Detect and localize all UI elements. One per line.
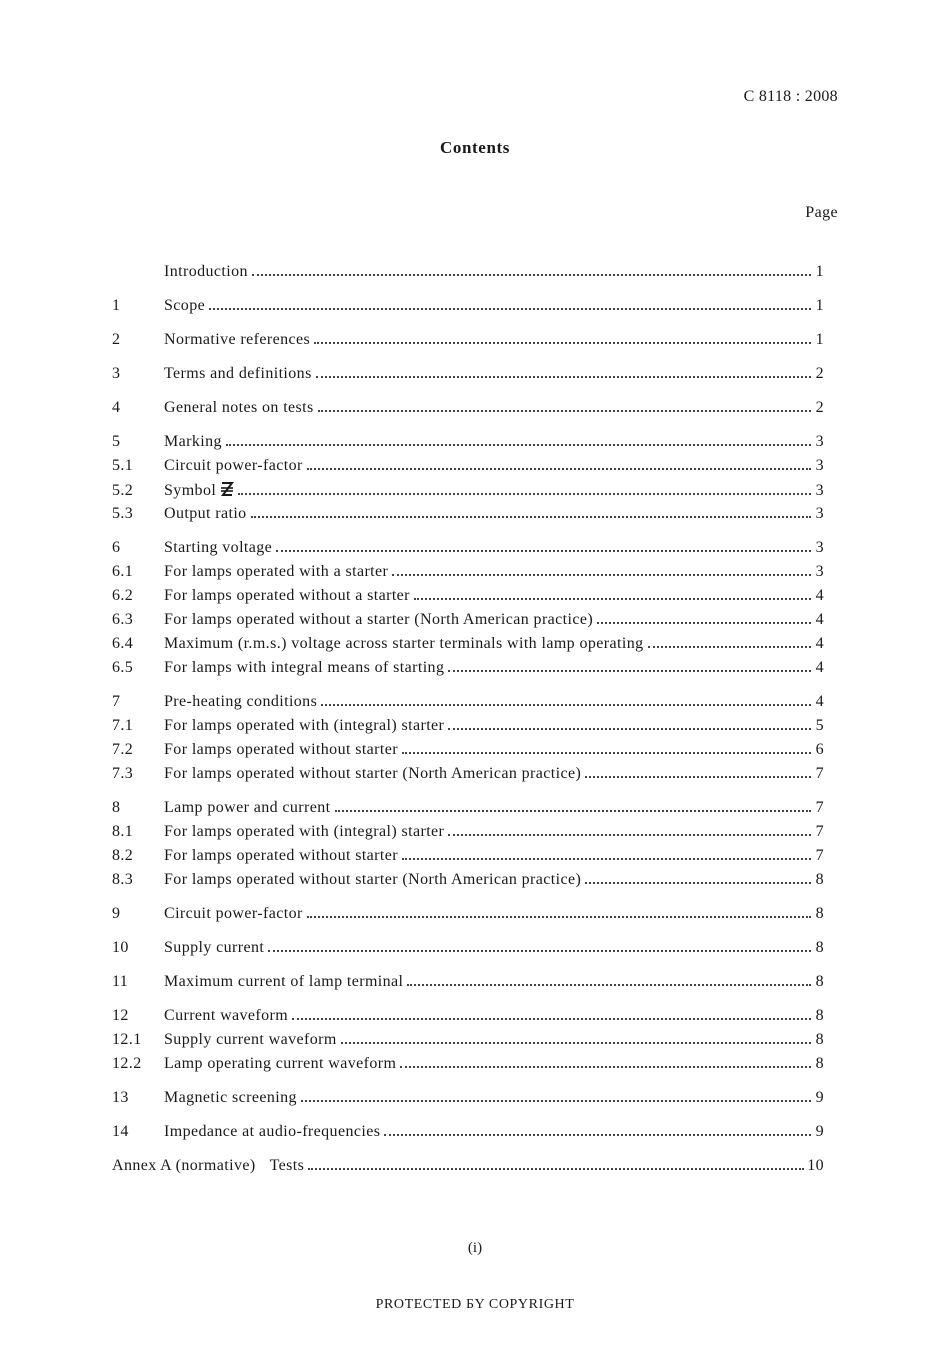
toc-entry[interactable] <box>112 1031 824 1055</box>
toc-entry-page: 8 <box>815 1055 824 1072</box>
toc-entry-number: 12 <box>112 1007 129 1024</box>
dot-leader <box>414 598 811 600</box>
toc-entry-title: For lamps operated with (integral) starter <box>164 823 445 840</box>
toc-entry-number: 8.1 <box>112 823 134 840</box>
toc-entry-number: 14 <box>112 1123 129 1140</box>
toc-entry-title: Maximum (r.m.s.) voltage across starter terminals with lamp operating <box>164 635 644 652</box>
toc-entry-page: 4 <box>815 587 824 604</box>
toc-entry[interactable] <box>112 1123 824 1147</box>
annex-title: Tests <box>269 1157 305 1174</box>
toc-entry-title: Lamp operating current waveform <box>164 1055 397 1072</box>
toc-entry-page: 4 <box>815 635 824 652</box>
dot-leader <box>341 1042 811 1044</box>
toc-entry-page: 7 <box>815 823 824 840</box>
toc-entry-page: 2 <box>815 399 824 416</box>
toc-entry-number: 6.5 <box>112 659 134 676</box>
toc-entry[interactable] <box>112 823 824 847</box>
dot-leader <box>301 1100 811 1102</box>
page-numeral: (i) <box>467 1240 483 1256</box>
toc-entry-title: Starting voltage <box>164 539 273 556</box>
toc-entry-number: 3 <box>112 365 121 382</box>
copyright-notice: PROTECTED БY COPYRIGHT <box>375 1297 575 1312</box>
toc-entry[interactable] <box>112 587 824 611</box>
toc-entry-page: 5 <box>815 717 824 734</box>
dot-leader <box>251 516 811 518</box>
table-of-contents <box>112 263 824 1181</box>
dot-leader <box>448 670 811 672</box>
toc-entry-page: 8 <box>815 905 824 922</box>
toc-entry-page: 4 <box>815 693 824 710</box>
toc-entry[interactable] <box>112 263 824 287</box>
toc-entry-page: 4 <box>815 659 824 676</box>
dot-leader <box>402 858 811 860</box>
toc-entry-page: 7 <box>815 765 824 782</box>
toc-annex-entry[interactable] <box>112 1157 824 1181</box>
toc-entry-page: 1 <box>815 331 824 348</box>
toc-entry-number: 5 <box>112 433 121 450</box>
toc-entry-number: 7.1 <box>112 717 134 734</box>
toc-entry[interactable] <box>112 659 824 683</box>
toc-entry[interactable] <box>112 297 824 321</box>
toc-entry-number: 4 <box>112 399 121 416</box>
toc-entry-page: 8 <box>815 871 824 888</box>
toc-entry-title: Lamp power and current <box>164 799 331 816</box>
dot-leader <box>448 834 811 836</box>
toc-entry-number: 6.3 <box>112 611 134 628</box>
toc-entry[interactable] <box>112 365 824 389</box>
toc-entry-title: Introduction <box>164 263 248 280</box>
toc-entry-number: 12.1 <box>112 1031 142 1048</box>
dot-leader <box>252 274 811 276</box>
toc-entry[interactable] <box>112 905 824 929</box>
dot-leader <box>316 376 811 378</box>
toc-entry[interactable] <box>112 1055 824 1079</box>
toc-entry-number: 12.2 <box>112 1055 142 1072</box>
toc-entry-page: 3 <box>815 505 824 522</box>
dot-leader <box>308 1168 804 1170</box>
toc-entry-number: 6.4 <box>112 635 134 652</box>
toc-entry-page: 3 <box>815 539 824 556</box>
dot-leader <box>307 468 811 470</box>
dot-leader <box>238 493 811 495</box>
page-column-heading: Page <box>805 204 838 221</box>
toc-entry-number: 1 <box>112 297 121 314</box>
toc-entry-number: 5.3 <box>112 505 134 522</box>
toc-entry-title: General notes on tests <box>164 399 314 416</box>
toc-entry[interactable] <box>112 399 824 423</box>
toc-entry-title: Terms and definitions <box>164 365 312 382</box>
toc-entry-number: 6.1 <box>112 563 134 580</box>
toc-entry[interactable] <box>112 539 824 563</box>
toc-entry-title: For lamps with integral means of starting <box>164 659 445 676</box>
toc-entry-title: For lamps operated without starter <box>164 847 398 864</box>
dot-leader <box>597 622 811 624</box>
toc-entry-number: 5.2 <box>112 482 134 499</box>
document-code: C 8118 : 2008 <box>743 88 838 105</box>
dot-leader <box>318 410 811 412</box>
toc-entry-number: 13 <box>112 1089 129 1106</box>
toc-entry-title: Normative references <box>164 331 311 348</box>
dot-leader <box>585 776 811 778</box>
dot-leader <box>314 342 811 344</box>
toc-entry-page: 8 <box>815 973 824 990</box>
toc-entry-title: Scope <box>164 297 206 314</box>
dot-leader <box>321 704 811 706</box>
toc-entry-page: 8 <box>815 1007 824 1024</box>
toc-entry-page: 1 <box>815 263 824 280</box>
toc-entry-page: 1 <box>815 297 824 314</box>
dot-leader <box>292 1018 811 1020</box>
toc-entry[interactable] <box>112 939 824 963</box>
toc-entry-title: Current waveform <box>164 1007 289 1024</box>
toc-entry-title: Magnetic screening <box>164 1089 297 1106</box>
toc-entry-title: Output ratio <box>164 505 247 522</box>
toc-entry[interactable] <box>112 563 824 587</box>
toc-entry-number: 8.2 <box>112 847 134 864</box>
toc-entry[interactable] <box>112 481 824 505</box>
toc-entry-title: For lamps operated without a starter <box>164 587 410 604</box>
toc-entry-page: 3 <box>815 433 824 450</box>
dot-leader <box>226 444 811 446</box>
toc-entry-title: Symbol <box>164 482 217 499</box>
toc-entry-number: 2 <box>112 331 121 348</box>
dot-leader <box>448 728 811 730</box>
toc-entry-page: 9 <box>815 1089 824 1106</box>
page-title: Contents <box>440 138 510 157</box>
dot-leader <box>402 752 811 754</box>
toc-entry-number: 11 <box>112 973 129 990</box>
toc-entry[interactable] <box>112 741 824 765</box>
dot-leader <box>407 984 811 986</box>
toc-entry-title: For lamps operated without starter (North American practice) <box>164 871 582 888</box>
toc-entry-number: 9 <box>112 905 121 922</box>
dot-leader <box>585 882 811 884</box>
toc-entry-title: Circuit power-factor <box>164 457 303 474</box>
dot-leader <box>307 916 811 918</box>
toc-entry-page: 3 <box>815 563 824 580</box>
toc-entry-number: 5.1 <box>112 457 134 474</box>
toc-entry[interactable] <box>112 717 824 741</box>
toc-entry-title: Circuit power-factor <box>164 905 303 922</box>
toc-entry-title: Supply current waveform <box>164 1031 337 1048</box>
toc-entry-title: Maximum current of lamp terminal <box>164 973 404 990</box>
toc-entry[interactable] <box>112 635 824 659</box>
toc-entry[interactable] <box>112 973 824 997</box>
toc-entry-number: 6.2 <box>112 587 134 604</box>
toc-entry-number: 6 <box>112 539 121 556</box>
toc-entry[interactable] <box>112 433 824 457</box>
toc-entry-title: For lamps operated without a starter (North American practice) <box>164 611 594 628</box>
toc-entry-page: 3 <box>815 457 824 474</box>
toc-entry[interactable] <box>112 331 824 355</box>
toc-entry-title: For lamps operated without starter <box>164 741 398 758</box>
toc-entry[interactable] <box>112 847 824 871</box>
dot-leader <box>276 550 811 552</box>
toc-entry-number: 7.3 <box>112 765 134 782</box>
toc-entry-number: 8.3 <box>112 871 134 888</box>
toc-entry-page: 6 <box>815 741 824 758</box>
toc-entry-page: 2 <box>815 365 824 382</box>
toc-entry-title: For lamps operated with a starter <box>164 563 389 580</box>
toc-entry[interactable] <box>112 457 824 481</box>
toc-entry-page: 4 <box>815 611 824 628</box>
toc-entry-title: Pre-heating conditions <box>164 693 318 710</box>
toc-entry-title: For lamps operated with (integral) starter <box>164 717 445 734</box>
toc-entry-page: 7 <box>815 799 824 816</box>
toc-entry-number: 8 <box>112 799 121 816</box>
toc-entry-number: 7.2 <box>112 741 134 758</box>
dot-leader <box>209 308 811 310</box>
toc-entry-page: 3 <box>815 482 824 499</box>
toc-entry[interactable] <box>112 799 824 823</box>
toc-entry-page: 9 <box>815 1123 824 1140</box>
toc-entry[interactable] <box>112 1089 824 1113</box>
toc-entry-page: 8 <box>815 1031 824 1048</box>
toc-entry-title: Supply current <box>164 939 265 956</box>
toc-entry[interactable] <box>112 693 824 717</box>
dot-leader <box>384 1134 811 1136</box>
toc-entry[interactable] <box>112 871 824 895</box>
toc-entry-title: Impedance at audio-frequencies <box>164 1123 381 1140</box>
dot-leader <box>335 810 811 812</box>
dot-leader <box>400 1066 811 1068</box>
toc-entry[interactable] <box>112 611 824 635</box>
dot-leader <box>268 950 811 952</box>
toc-entry-title: Marking <box>164 433 222 450</box>
toc-entry[interactable] <box>112 1007 824 1031</box>
toc-entry-title: For lamps operated without starter (North American practice) <box>164 765 582 782</box>
toc-entry-page: 7 <box>815 847 824 864</box>
annex-label: Annex A (normative) <box>112 1157 256 1174</box>
toc-entry-page: 8 <box>815 939 824 956</box>
toc-entry[interactable] <box>112 765 824 789</box>
toc-entry-number: 7 <box>112 693 121 710</box>
dot-leader <box>392 574 811 576</box>
dot-leader <box>648 646 812 648</box>
annex-page: 10 <box>807 1157 824 1174</box>
fluorescent-symbol-icon <box>220 481 234 502</box>
toc-entry[interactable] <box>112 505 824 529</box>
toc-entry-number: 10 <box>112 939 129 956</box>
